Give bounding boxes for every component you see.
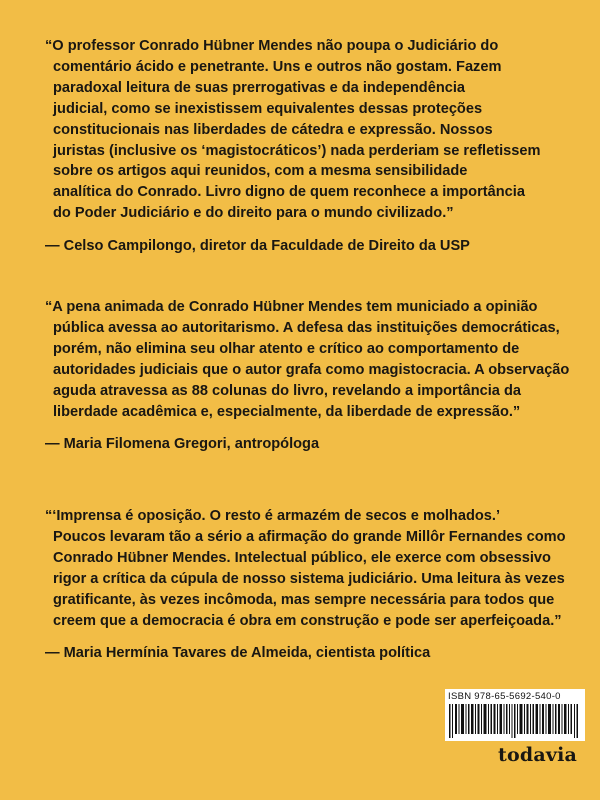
barcode-icon bbox=[449, 704, 581, 738]
quote-line: aguda atravessa as 88 colunas do livro, revelando a importância da bbox=[53, 382, 521, 399]
quote-line: porém, não elimina seu olhar atento e crítico ao comportamento de bbox=[53, 340, 520, 357]
quote-line: liberdade acadêmica e, especialmente, da liberdade de expressão.” bbox=[53, 403, 521, 420]
quote-attribution: — Maria Filomena Gregori, antropóloga bbox=[45, 436, 320, 453]
quote-line: juristas (inclusive os ‘magistocráticos’) nada perderiam se refletissem bbox=[53, 142, 541, 159]
blurb-quote-3 bbox=[45, 506, 575, 663]
quote-line: do Poder Judiciário e do direito para o mundo civilizado.” bbox=[53, 205, 454, 222]
quote-line: Poucos levaram tão a sério a afirmação do grande Millôr Fernandes como bbox=[53, 528, 566, 545]
publisher-logo: todavia bbox=[498, 744, 578, 766]
quote-line: rigor a crítica da cúpula de nosso sistema judiciário. Uma leitura às vezes bbox=[53, 570, 565, 587]
quote-line: pública avessa ao autoritarismo. A defesa das instituições democráticas, bbox=[53, 319, 560, 336]
quote-attribution: — Maria Hermínia Tavares de Almeida, cientista política bbox=[45, 645, 431, 662]
quote-line: analítica do Conrado. Livro digno de quem reconhece a importância bbox=[53, 184, 525, 201]
quote-line: paradoxal leitura de suas prerrogativas e da independência bbox=[53, 79, 466, 96]
quote-line: creem que a democracia é obra em construção e pode ser aperfeiçoada.” bbox=[53, 612, 562, 629]
quote-line: comentário ácido e penetrante. Uns e outros não gostam. Fazem bbox=[53, 58, 502, 75]
quote-line: sobre os artigos aqui reunidos, com a mesma sensibilidade bbox=[53, 163, 468, 180]
quote-line: autoridades judiciais que o autor grafa como magistocracia. A observação bbox=[53, 361, 570, 378]
quote-attribution: — Celso Campilongo, diretor da Faculdade de Direito da USP bbox=[45, 238, 470, 255]
blurb-quote-2 bbox=[45, 297, 575, 454]
isbn-barcode bbox=[445, 689, 585, 741]
blurb-quote-1 bbox=[45, 36, 575, 256]
quote-line: Conrado Hübner Mendes. Intelectual público, ele exerce com obsessivo bbox=[53, 549, 551, 566]
quote-line: constitucionais nas liberdades de cátedra e expressão. Nossos bbox=[53, 121, 493, 138]
quote-line: judicial, como se inexistissem equivalentes dessas proteções bbox=[53, 100, 483, 117]
isbn-number: ISBN 978-65-5692-540-0 bbox=[448, 691, 561, 702]
quote-line: gratificante, às vezes incômoda, mas sempre necessária para todos que bbox=[53, 591, 555, 608]
quote-line: “O professor Conrado Hübner Mendes não poupa o Judiciário do bbox=[45, 38, 499, 54]
quote-line: “‘Imprensa é oposição. O resto é armazém de secos e molhados.’ bbox=[45, 508, 501, 524]
quote-line: “A pena animada de Conrado Hübner Mendes tem municiado a opinião bbox=[45, 299, 538, 315]
